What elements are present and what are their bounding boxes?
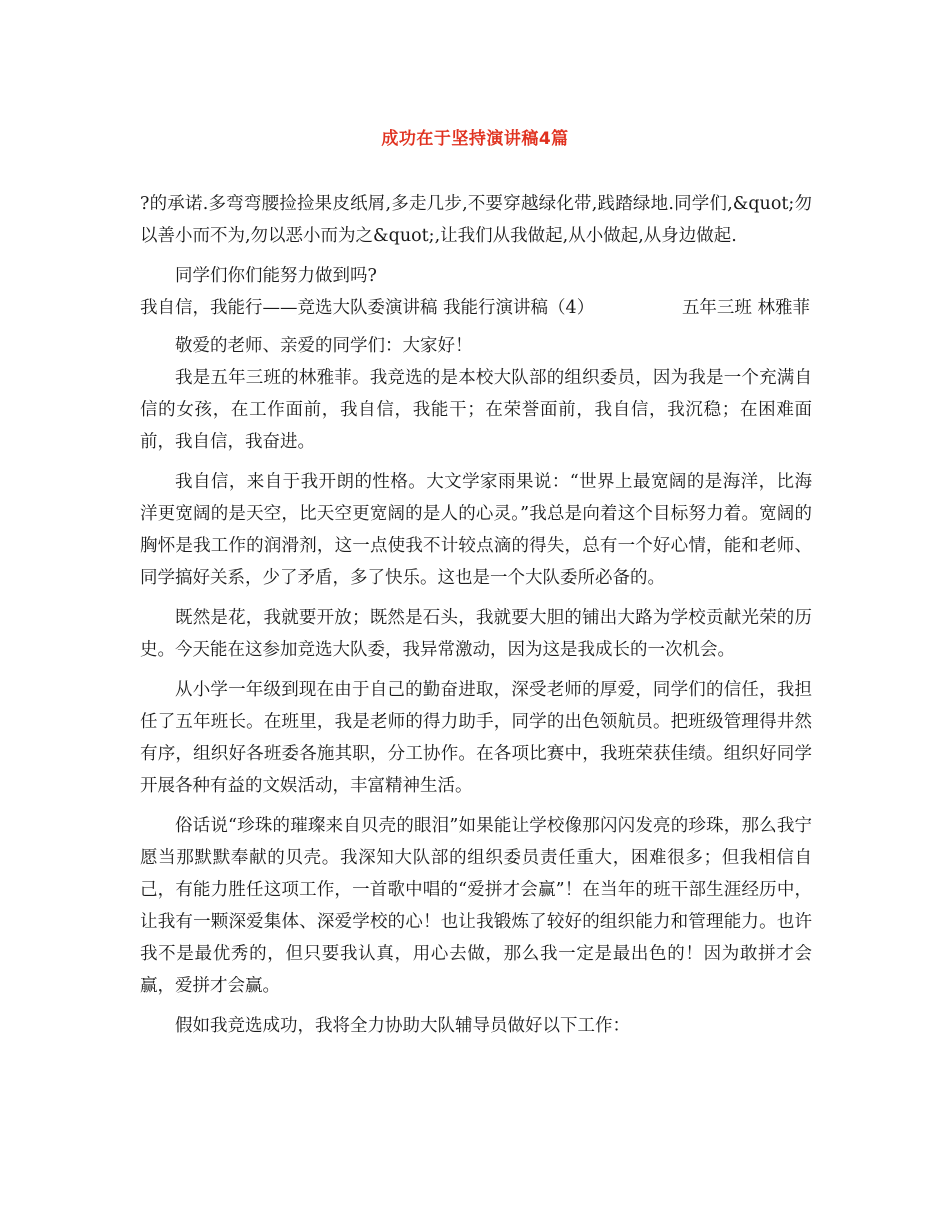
paragraph-flower: 既然是花，我就要开放；既然是石头，我就要大胆的铺出大路为学校贡献光荣的历史。今天能在这参加竞选大队委，我异常激动，因为这是我成长的一次机会。: [140, 608, 812, 660]
paragraph-monitor: 从小学一年级到现在由于自己的勤奋进取，深受老师的厚爱，同学们的信任，我担任了五年班长。在班里，我是老师的得力助手，同学的出色领航员。把班级管理得井然有序，组织好各班委各施其职，分工协作。在各项比赛中，我班荣获佳绩。组织好同学开展各种有益的文娱活动，丰富精神生活。: [140, 680, 812, 796]
paragraph-plan: 假如我竞选成功，我将全力协助大队辅导员做好以下工作：: [175, 1016, 630, 1036]
paragraph-question: 同学们你们能努力做到吗?: [175, 266, 377, 286]
speech-heading-title: 我自信，我能行——竞选大队委演讲稿 我能行演讲稿（4）: [140, 298, 595, 318]
paragraph-greeting: 敬爱的老师、亲爱的同学们：大家好！: [175, 336, 473, 356]
speech-heading-line: [140, 292, 812, 324]
paragraph-character: 我自信，来自于我开朗的性格。大文学家雨果说：“世界上最宽阔的是海洋，比海洋更宽阔的是天空，比天空更宽阔的是人的心灵。”我总是向着这个目标努力着。宽阔的胸怀是我工作的润滑剂，这一点使我不计较点滴的得失，总有一个好心情，能和老师、同学搞好关系，少了矛盾，多了快乐。这也是一个大队委所必备的。: [140, 472, 812, 588]
paragraph-intro: 我是五年三班的林雅菲。我竞选的是本校大队部的组织委员，因为我是一个充满自信的女孩，在工作面前，我自信，我能干；在荣誉面前，我自信，我沉稳；在困难面前，我自信，我奋进。: [140, 368, 812, 452]
speech-author-info: 五年三班 林雅菲: [681, 298, 810, 318]
document-body: [140, 188, 812, 1050]
document-title: 成功在于坚持演讲稿4篇: [381, 129, 569, 149]
paragraph-pearl: 俗话说“珍珠的璀璨来自贝壳的眼泪”如果能让学校像那闪闪发亮的珍珠，那么我宁愿当那默默奉献的贝壳。我深知大队部的组织委员责任重大，困难很多；但我相信自己，有能力胜任这项工作，一首歌中唱的“爱拼才会赢”！在当年的班干部生涯经历中，让我有一颗深爱集体、深爱学校的心！也让我锻炼了较好的组织能力和管理能力。也许我不是最优秀的，但只要我认真，用心去做，那么我一定是最出色的！因为敢拼才会赢，爱拼才会赢。: [140, 816, 812, 996]
paragraph-continuation: ?的承诺.多弯弯腰捡捡果皮纸屑,多走几步,不要穿越绿化带,践踏绿地.同学们,&quot;勿以善小而不为,勿以恶小而为之&quot;,让我们从我做起,从小做起,从身边做起.: [140, 194, 812, 246]
